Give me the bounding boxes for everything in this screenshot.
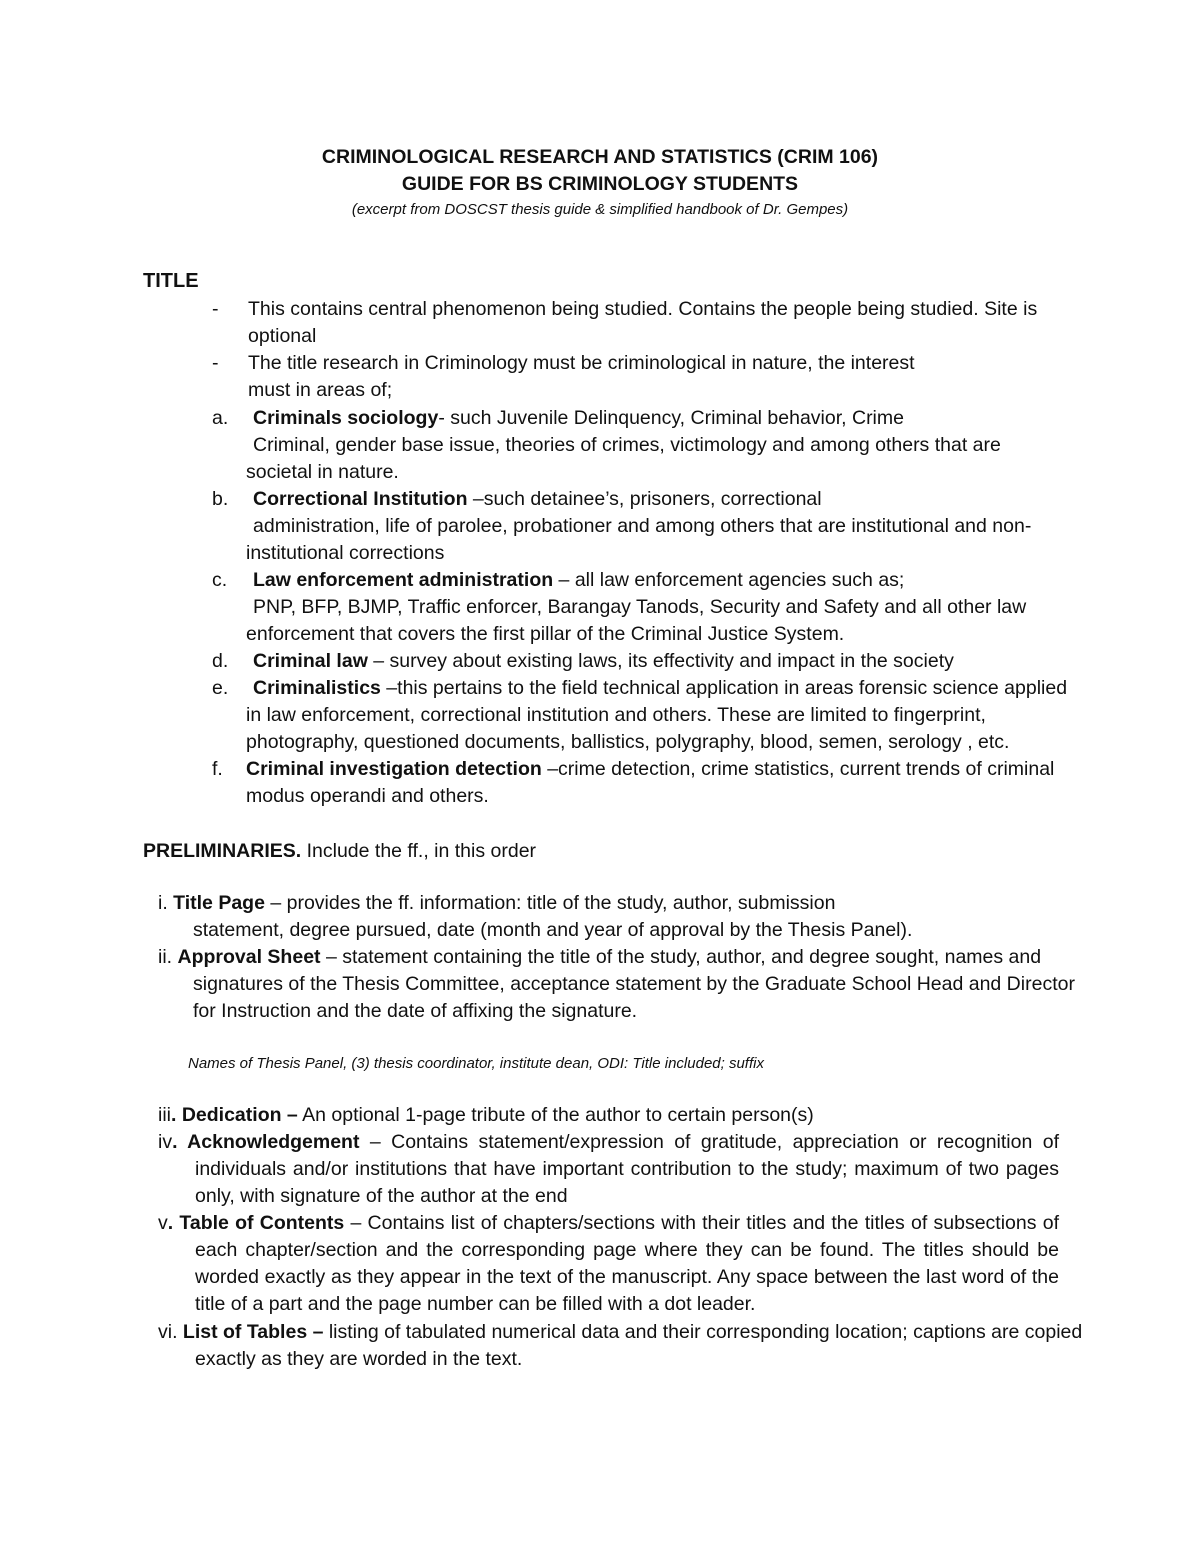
prelim-iv-line2: individuals and/or institutions that have important contribution to the study; maximum of two pages — [195, 1158, 1059, 1180]
bullet-dash: - — [212, 298, 219, 320]
item-e-line1: Criminalistics –this pertains to the field technical application in areas forensic science applied — [253, 677, 1068, 699]
prelim-iv-line3: only, with signature of the author at the end — [195, 1185, 568, 1207]
section-heading-title: TITLE — [143, 270, 199, 292]
prelim-iv-line1: iv. Acknowledgement – Contains statement/expression of gratitude, appreciation or recognition of — [158, 1131, 1059, 1153]
prelim-vi-line2: exactly as they are worded in the text. — [195, 1348, 523, 1370]
section-heading-preliminaries: PRELIMINARIES. Include the ff., in this order — [143, 840, 537, 862]
list-marker-b: b. — [212, 488, 229, 510]
prelim-ii-term: Approval Sheet — [177, 946, 321, 968]
list-marker-d: d. — [212, 650, 229, 672]
item-c-line3: enforcement that covers the first pillar of the Criminal Justice System. — [246, 623, 845, 645]
list-marker-e: e. — [212, 677, 229, 699]
prelim-iv-term: . Acknowledgement — [172, 1131, 360, 1153]
prelim-v-line2: each chapter/section and the corresponding page where they can be found. The titles should be — [195, 1239, 1059, 1261]
item-e-term: Criminalistics — [253, 677, 381, 699]
prelim-ii-line1: ii. Approval Sheet – statement containing the title of the study, author, and degree sought, names and — [158, 946, 1042, 968]
document-title: CRIMINOLOGICAL RESEARCH AND STATISTICS (CRIM 106) — [321, 146, 879, 168]
item-f-line2: modus operandi and others. — [246, 785, 489, 807]
prelim-v-term: . Table of Contents — [167, 1212, 345, 1234]
title-dash1-line2: optional — [248, 325, 317, 347]
bullet-dash: - — [212, 352, 219, 374]
item-b-line2: administration, life of parolee, probationer and among others that are institutional and non- — [253, 515, 1032, 537]
title-dash2-line2: must in areas of; — [248, 379, 393, 401]
item-c-term: Law enforcement administration — [253, 569, 554, 591]
item-f-line1: Criminal investigation detection –crime detection, crime statistics, current trends of criminal — [246, 758, 1055, 780]
item-a-line2: Criminal, gender base issue, theories of crimes, victimology and among others that are — [253, 434, 1001, 456]
item-a-line3: societal in nature. — [246, 461, 399, 483]
item-e-line3: photography, questioned documents, ballistics, polygraphy, blood, semen, serology , etc. — [246, 731, 1010, 753]
list-marker-a: a. — [212, 407, 229, 429]
prelim-ii-line3: for Instruction and the date of affixing the signature. — [193, 1000, 638, 1022]
document-subtitle: GUIDE FOR BS CRIMINOLOGY STUDENTS — [401, 173, 799, 195]
prelim-ii-line2: signatures of the Thesis Committee, acceptance statement by the Graduate School Head and Director — [193, 973, 1075, 995]
title-dash1-line1: This contains central phenomenon being studied. Contains the people being studied. Site is — [248, 298, 1038, 320]
item-a-term: Criminals sociology — [253, 407, 439, 429]
item-a-line1: Criminals sociology- such Juvenile Delinquency, Criminal behavior, Crime — [253, 407, 904, 429]
prelim-vi-line1: vi. List of Tables – listing of tabulated numerical data and their corresponding location; captions are copied — [158, 1321, 1083, 1343]
prelim-v-line4: title of a part and the page number can be filled with a dot leader. — [195, 1293, 756, 1315]
item-e-line2: in law enforcement, correctional institution and others. These are limited to fingerprint, — [246, 704, 986, 726]
item-d-term: Criminal law — [253, 650, 368, 672]
prelim-i-term: Title Page — [173, 892, 265, 914]
prelim-iii-line1: iii. Dedication – An optional 1-page tribute of the author to certain person(s) — [158, 1104, 814, 1126]
thesis-panel-note: Names of Thesis Panel, (3) thesis coordinator, institute dean, ODI: Title included; suffix — [188, 1055, 764, 1072]
item-c-line1: Law enforcement administration – all law enforcement agencies such as; — [253, 569, 905, 591]
title-dash2-line1: The title research in Criminology must be criminological in nature, the interest — [248, 352, 915, 374]
prelim-iii-term: . Dedication – — [171, 1104, 298, 1126]
list-marker-c: c. — [212, 569, 228, 591]
item-b-term: Correctional Institution — [253, 488, 468, 510]
prelim-v-line3: worded exactly as they appear in the text of the manuscript. Any space between the last word of the — [195, 1266, 1059, 1288]
item-c-line2: PNP, BFP, BJMP, Traffic enforcer, Barangay Tanods, Security and Safety and all other law — [253, 596, 1027, 618]
prelim-v-line1: v. Table of Contents – Contains list of chapters/sections with their titles and the titles of subsections of — [158, 1212, 1059, 1234]
list-marker-f: f. — [212, 758, 223, 780]
prelim-i-line2: statement, degree pursued, date (month and year of approval by the Thesis Panel). — [193, 919, 913, 941]
item-b-line3: institutional corrections — [246, 542, 445, 564]
prelim-vi-term: List of Tables – — [182, 1321, 324, 1343]
document-source-note: (excerpt from DOSCST thesis guide & simplified handbook of Dr. Gempes) — [351, 201, 849, 218]
item-f-term: Criminal investigation detection — [246, 758, 542, 780]
item-b-line1: Correctional Institution –such detainee’s, prisoners, correctional — [253, 488, 822, 510]
item-d-line1: Criminal law – survey about existing laws, its effectivity and impact in the society — [253, 650, 954, 672]
prelim-i-line1: i. Title Page – provides the ff. information: title of the study, author, submission — [158, 892, 836, 914]
